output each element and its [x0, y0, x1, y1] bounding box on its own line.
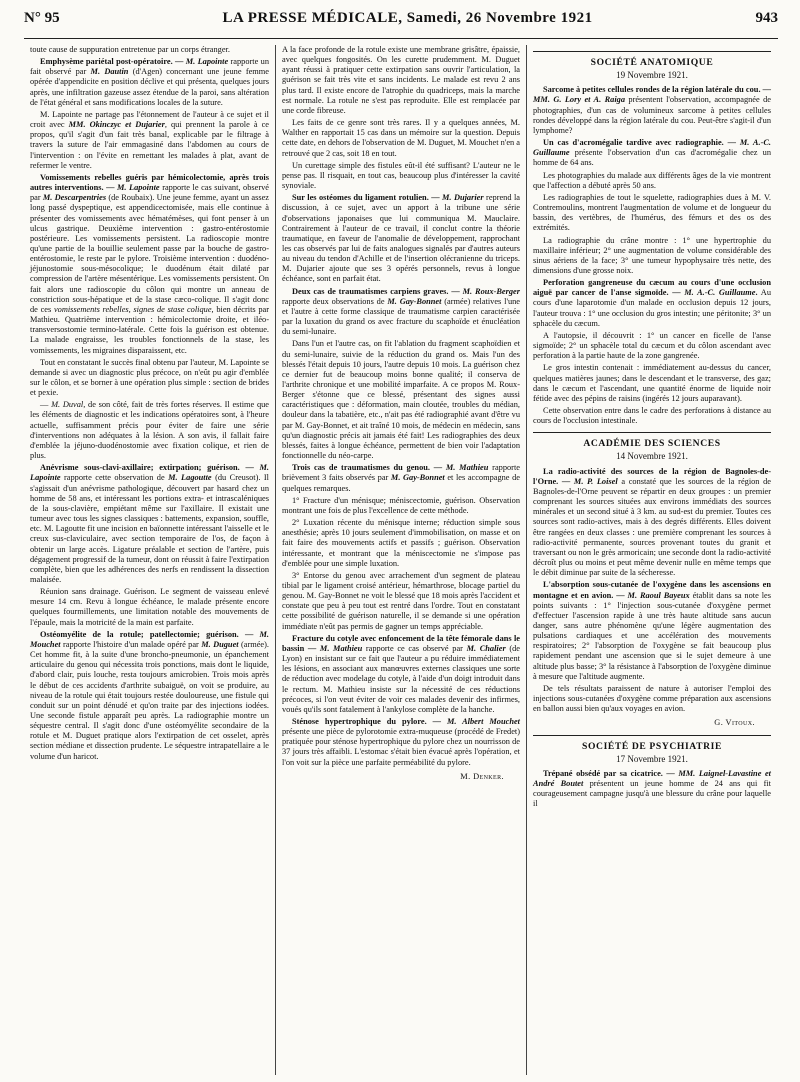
article-paragraph: toute cause de suppuration entretenue par un corps étranger.	[30, 45, 230, 54]
section-date: 19 Novembre 1921.	[616, 70, 688, 81]
section-header	[533, 51, 771, 80]
article-paragraph: — M. Duval, de son côté, fait de très fortes réserves. Il estime que les éléments de diagnostic et les indications opératoires sont, à l'heure actuelle, suffisamment précis pour éviter de faire une série d'interventions non adéquates à la lésion. A son avis, il fallait faire d'emblée la jéjuno-duodénostomie avec fixation colique, et rien de plus.	[30, 400, 269, 461]
section-date: 14 Novembre 1921.	[616, 451, 688, 462]
article-paragraph: Sténose hypertrophique du pylore. — M. Albert Mouchet présente une pièce de pylorotomie extra-muqueuse (procédé de Fredet) pratiquée pour sténose hypertrophique du pylore chez un nourrisson de 37 jours très affaibli. L'estomac s'était bien évacué après l'opération, et l'on voit sur la pièce une parfaite perméabilité du pylore.	[282, 717, 520, 767]
article-paragraph: Cette observation entre dans le cadre des perforations à distance au cours de l'occlusion intestinale.	[533, 406, 771, 426]
article-paragraph: L'absorption sous-cutanée de l'oxygène dans les ascensions en montagne et en avion. — M. Raoul Bayeux établit dans sa note les points suivants : 1° l'injection sous-cutanée d'oxygène permet d'effectuer l'ascension rapide à une très haute altitude sans aucun danger, sans autre phénomène qu'une légère augmentation des pulsations cardiaques et une accélération des mouvements respiratoires; 2° l'absorption de l'oxygène se fait beaucoup plus rapidement pendant une ascension que si le sujet demeure à une altitude plus basse; 3° la résistance à l'absorption de l'oxygène diminue à mesure que l'altitude augmente.	[533, 580, 771, 681]
article-paragraph: Les faits de ce genre sont très rares. Il y a quelques années, M. Walther en rapportait 15 cas dans un mémoire sur la question. Depuis cette date, en dehors de l'observation de M. Duguet, M. Mouchet n'en a retrouvé que 2 cas, soit 18 en tout.	[282, 118, 520, 158]
article-paragraph: Emphysème pariétal post-opératoire. — M. Lapointe rapporte un fait observé par M. Dautin (d'Agen) concernant une jeune femme opérée d'appendicite en position déclive et qui présenta, quelques jours après, une infiltration gazeuse assez étendue de la paroi, sans altération de l'état général et sans modifications locales de la suture.	[30, 57, 269, 107]
article-paragraph: La radiographie du crâne montre : 1° une hypertrophie du maxillaire inférieur; 2° une augmentation de volume considérable des sinus aériens de la face; 3° une tumeur hypophysaire très nette, des dimensions d'une grosse noix.	[533, 235, 771, 275]
article-paragraph: Tout en constatant le succès final obtenu par l'auteur, M. Lapointe se demande si avec un diagnostic plus précoce, on n'eût pu agir d'emblée sur le côlon, et se borner à une opération plus simple : section de brides et pexie.	[30, 357, 269, 398]
article-paragraph: Les photographies du malade aux différents âges de la vie montrent que l'affection a débuté après 50 ans.	[533, 170, 771, 190]
article-paragraph: Sur les ostéomes du ligament rotulien. — M. Dujarier reprend la discussion, à ce sujet, avec un apport à la tribune une série d'observations japonaises que lui communiqua M. Mauclaire. Contrairement à l'auteur de ce travail, il conclut contre la théorie traumatique, en faveur de l'anomalie de développement, rapprochant les cas observés par lui de faits analogues signalés par d'autres auteurs au niveau du tendon d'Achille et de l'insertion olécranienne du triceps. M. Dujarier ajoute que ses 3 opérés personnels, revus à longue échéance, sont en parfait état.	[282, 193, 520, 284]
article-paragraph: Trépané obsédé par sa cicatrice. — MM. Laignel-Lavastine et André Boutet présentent un jeune homme de 24 ans qui fit courageusement campagne jusqu'à une blessure du crâne pour laquelle il	[533, 768, 771, 809]
section-title: SOCIÉTÉ ANATOMIQUE	[590, 57, 714, 68]
column-3	[526, 45, 777, 1075]
column-1	[24, 45, 275, 1075]
article-paragraph: Perforation gangreneuse du cæcum au cours d'une occlusion aiguë par cancer de l'anse sigmoïde. — M. A.-C. Guillaume. Au cours d'une laparotomie d'un malade en occlusion depuis 12 jours, l'auteur trouva : 1° une occlusion du gros intestin; une péritonite; 3° un sphacèle du cæcum.	[533, 278, 772, 328]
author-signature: G. Vitoux.	[714, 718, 755, 728]
column-2	[275, 45, 526, 1075]
article-paragraph: Un cas d'acromégalie tardive avec radiographie. — M. A.-C. Guillaume présente l'observation d'un cas d'acromégalie chez un homme de 64 ans.	[533, 138, 771, 168]
article-paragraph: Ostéomyélite de la rotule; patellectomie; guérison. — M. Mouchet rapporte l'histoire d'un malade opéré par M. Duguet (armée). Cet homme fit, à la suite d'une broncho-pneumonie, un épanchement articulaire du genou qui nécessita trois ponctions, mais dont le liquide, d'abord clair, puis louche, resta toujours amicrobien. Trois mois après le début de ces accidents d'arthrite subaiguë, on voit se produire, au niveau de la rotule qui était toujours restée douloureuse, une fistule qui conduit sur un point dénudé et qu'on traite par des injections iodées. Une seconde fistule apparaît peu après. La radiographie montre un séquestre central. Il s'agit donc d'une ostéomyélite secondaire de la rotule et M. Duguet pratique alors l'extirpation de cet osselet, après section médiane et dissection prudente. Le séquestre intrapatellaire a le volume d'un haricot.	[30, 629, 269, 761]
article-paragraph: Dans l'un et l'autre cas, on fit l'ablation du fragment scaphoïdien et du semi-lunaire, suivie de la réduction du grand os. Mais l'un des blessés l'était depuis 10 jours, l'autre depuis 10 mois. La guérison chez ce dernier fut de beaucoup moins bonne qualité; il conserva de l'arthrite chronique et une mobilité imparfaite. A ce propos M. Roux-Berger s'étonne que ce blessé, présentant des signes aussi caractéristiques que : déformation, main cloutée, troubles du médian, douleur dans la tabatière, etc., n'ait pas été radiographié avant d'être vu par M. Gay-Bonnet, et ait traîné 10 mois, de médecin en médecin, sans qu'un diagnostic précis ait jamais été fait! Les radiographies des deux blessés, faites à longue échéance, permettent de bien voir l'adaptation fonctionnelle du néo-carpe.	[282, 339, 520, 461]
article-paragraph: Un curettage simple des fistules eût-il été suffisant? L'auteur ne le pense pas. Il risquait, en tout cas, beaucoup plus d'intéresser la cavité synoviale.	[282, 160, 520, 191]
article-paragraph: De tels résultats paraissent de nature à autoriser l'emploi des injections sous-cutanées d'oxygène comme préparation aux ascensions en ballon aussi bien qu'aux voyages en avion.	[533, 683, 771, 714]
article-paragraph: M. Lapointe ne partage pas l'étonnement de l'auteur à ce sujet et il croit avec MM. Okinczyc et Dujarier, qui prennent la parole à ce propos, qu'il s'agit d'un fait très banal, explicable par le filtrage à travers la suture de l'air emmagasiné dans l'abdomen au cours de l'intervention : on l'évite en remettant les malades à plat, avant de refermer le ventre.	[30, 109, 269, 170]
author-signature: M. Denker.	[460, 771, 504, 781]
header-rule	[24, 38, 778, 39]
page-header	[24, 10, 778, 30]
article-paragraph: Les radiographies de tout le squelette, radiographies dues à M. V. Contremoulins, montrent l'augmentation de volume et de longueur du bassin, des vertèbres, de l'humérus, des fémurs et des os des extrémités.	[533, 192, 771, 233]
article-paragraph: 1° Fracture d'un ménisque; méniscectomie, guérison. Observation montrant une fois de plus l'excellence de cette méthode.	[282, 495, 520, 515]
article-paragraph: 3° Entorse du genou avec arrachement d'un segment de plateau tibial par le ligament croisé antérieur, hémarthrose, blocage partiel du genou. M. Gay-Bonnet ne voit le blessé que 18 mois après l'accident et constate que peu à peu tout est rentré dans l'ordre. Tout en constatant cette possibilité de guérison naturelle, il se demande si une opération immédiate n'eût pas permis de gagner un temps appréciable.	[282, 570, 520, 631]
columns	[24, 45, 778, 1075]
article-paragraph: Réunion sans drainage. Guérison. Le segment de vaisseau enlevé mesure 14 cm. Revu à longue échéance, le malade présente encore quelques fourmillements, une limitation notable des mouvements de l'épaule, mais la motricité de la main est parfaite.	[30, 587, 269, 627]
article-paragraph: Anévrisme sous-clavi-axillaire; extirpation; guérison. — M. Lapointe rapporte cette observation de M. Lagoutte (du Creusot). Il s'agissait d'un anévrisme pathologique, découvert par hasard chez un homme de 58 ans, et intéressant les portions extra- et intrascaléniques de la sous-clavière, empiétant même sur l'axillaire. Il existait une tumeur avec tous les signes classiques : battements, expansion, souffle, etc. M. Lagoutte fit une incision en baïonnette intéressant l'aisselle et le creux sus-claviculaire, avec section temporaire de l'os, de façon à obtenir un large accès. Ligature préalable et section de l'artère, puis dégagement progressif de la tumeur, dont on réussit à faire l'extirpation complète, bien que les adhérences des nerfs en rendissent la dissection malaisée.	[30, 463, 269, 584]
article-paragraph: Deux cas de traumatismes carpiens graves. — M. Roux-Berger rapporte deux observations de M. Gay-Bonnet (armée) relatives l'une et l'autre à cette forme classique de traumatisme carpien caractérisée par la luxation du grand os avec fracture du scaphoïde et énucléation du semi-lunaire.	[282, 286, 521, 337]
article-paragraph: La radio-activité des sources de la région de Bagnoles-de-l'Orne. — M. P. Loisel a constaté que les sources de la région de Bagnoles-de-l'Orne peuvent se répartir en deux groupes : un premier comprenant les sources situées aux environs immédiats des sources minérales et un second situé à 3 km. au sud-est du premier. Toutes ces sources sont radio-actives, mais à des degrés différents. Elles doivent être rangées en deux classes : une première comprenant les sources à radio-activité permanente, sources provenant toutes du granit et traversant ou non le grès armoricain; une seconde dont la radio-activité décroît plus ou moins et peut même devenir nulle en même temps que le débit diminue par suite de la sécheresse.	[533, 466, 772, 578]
article-paragraph: Le gros intestin contenait : immédiatement au-dessus du cancer, quelques matières jaunes; dans le descendant et le transverse, des gaz; dans le cæcum et l'ascendant, une quantité énorme de liquide noir fétide avec des pépins de raisins (ingérés 12 jours auparavant).	[533, 363, 771, 403]
section-header	[533, 432, 771, 461]
section-date: 17 Novembre 1921.	[616, 753, 688, 764]
article-paragraph: Trois cas de traumatismes du genou. — M. Mathieu rapporte brièvement 3 faits observés par M. Gay-Bonnet et les accompagne de quelques remarques.	[282, 463, 520, 493]
section-header	[533, 735, 771, 764]
section-title: SOCIÉTÉ DE PSYCHIATRIE	[582, 740, 722, 752]
article-paragraph: Sarcome à petites cellules rondes de la région latérale du cou. — MM. G. Lory et A. Raiga présentent l'observation, accompagnée de photographies, d'un cas de volumineux sarcome à petites cellules rondes développé dans la région latérale du cou. Peut-être s'agit-il d'un lymphome?	[533, 85, 771, 135]
section-title: ACADÉMIE DES SCIENCES	[583, 438, 721, 450]
article-paragraph: Vomissements rebelles guéris par hémicolectomie, après trois autres interventions. — M. Lapointe rapporte le cas suivant, observé par M. Descarpentries (de Roubaix). Une jeune femme, ayant un assez long passé dyspeptique, est appendicectomisée, mais elle continue à présenter des vomissements avec hématémèses, qui font penser à un ulcus gastrique. Deuxième intervention : gastro-entérostomie postérieure. Les vomissements persistent. La radioscopie montre qu'une partie de la bouillie seulement passe par la bouche de gastro-entérostomie, le reste par le pylore. Troisième intervention : duodéno-jéjunostomie sous-mésocolique; le duodénum était dilaté par compression de l'artère mésentérique. Les vomissements persistent. On fait alors une radioscopie du côlon qui montre un anneau de constriction sous-hépatique et de la stase cæco-colique. Il s'agit donc de ces vomissements rebelles, signes de stase colique, bien décrits par Mathieu. Quatrième intervention : hémicolectomie droite, et iléo-transversostomie termino-latérale. Cette fois la guérison est obtenue. La malade engraisse, les troubles fonctionnels de la stase, les vomissements, les migraines disparaissent, etc.	[30, 172, 270, 355]
article-paragraph: A la face profonde de la rotule existe une membrane grisâtre, épaissie, avec quelques fongosités. On les curette prudemment. M. Duguet ayant réussi à pratiquer cette extirpation sans ouvrir l'articulation, la guérison se fait très vite et sans incidents. Le malade est revu 2 ans plus tard. Il existe encore de l'atrophie du quadriceps, mais la marche est normale. La rotule ne s'est pas reproduite. Elle est remplacée par une corde fibreuse.	[282, 45, 520, 115]
page-number: 943	[755, 10, 778, 26]
article-paragraph: Fracture du cotyle avec enfoncement de la tête fémorale dans le bassin — M. Mathieu rapporte ce cas observé par M. Chalier (de Lyon) en insistant sur ce fait que l'auteur a pu réduire immédiatement les lésions, en associant aux manœuvres externes classiques une sorte de réduction avec modelage du cotyle, à l'aide d'un doigt introduit dans le rectum. M. Mathieu insiste sur la nécessité de ces réductions précoces, si l'on veut éviter de voir ces malades devenir des infirmes, voués qu'ils sont fatalement à l'ankylose complète de la hanche.	[282, 633, 520, 714]
journal-title: LA PRESSE MÉDICALE, Samedi, 26 Novembre 1921	[222, 10, 593, 26]
issue-number: N° 95	[24, 10, 60, 26]
article-paragraph: 2° Luxation récente du ménisque interne; réduction simple sous anesthésie; après 10 jours seulement d'immobilisation, on masse et on fait faire des mouvements actifs et passifs ; guérison. Observation intéressante, et montrant que la méniscectomie ne s'impose pas d'emblée pour une simple luxation.	[282, 518, 520, 568]
article-paragraph: A l'autopsie, il découvrit : 1° un cancer en ficelle de l'anse sigmoïde; 2° un sphacèle total du cæcum et du côlon ascendant avec perforation à la partie haute de la zone gangrenée.	[533, 330, 771, 361]
